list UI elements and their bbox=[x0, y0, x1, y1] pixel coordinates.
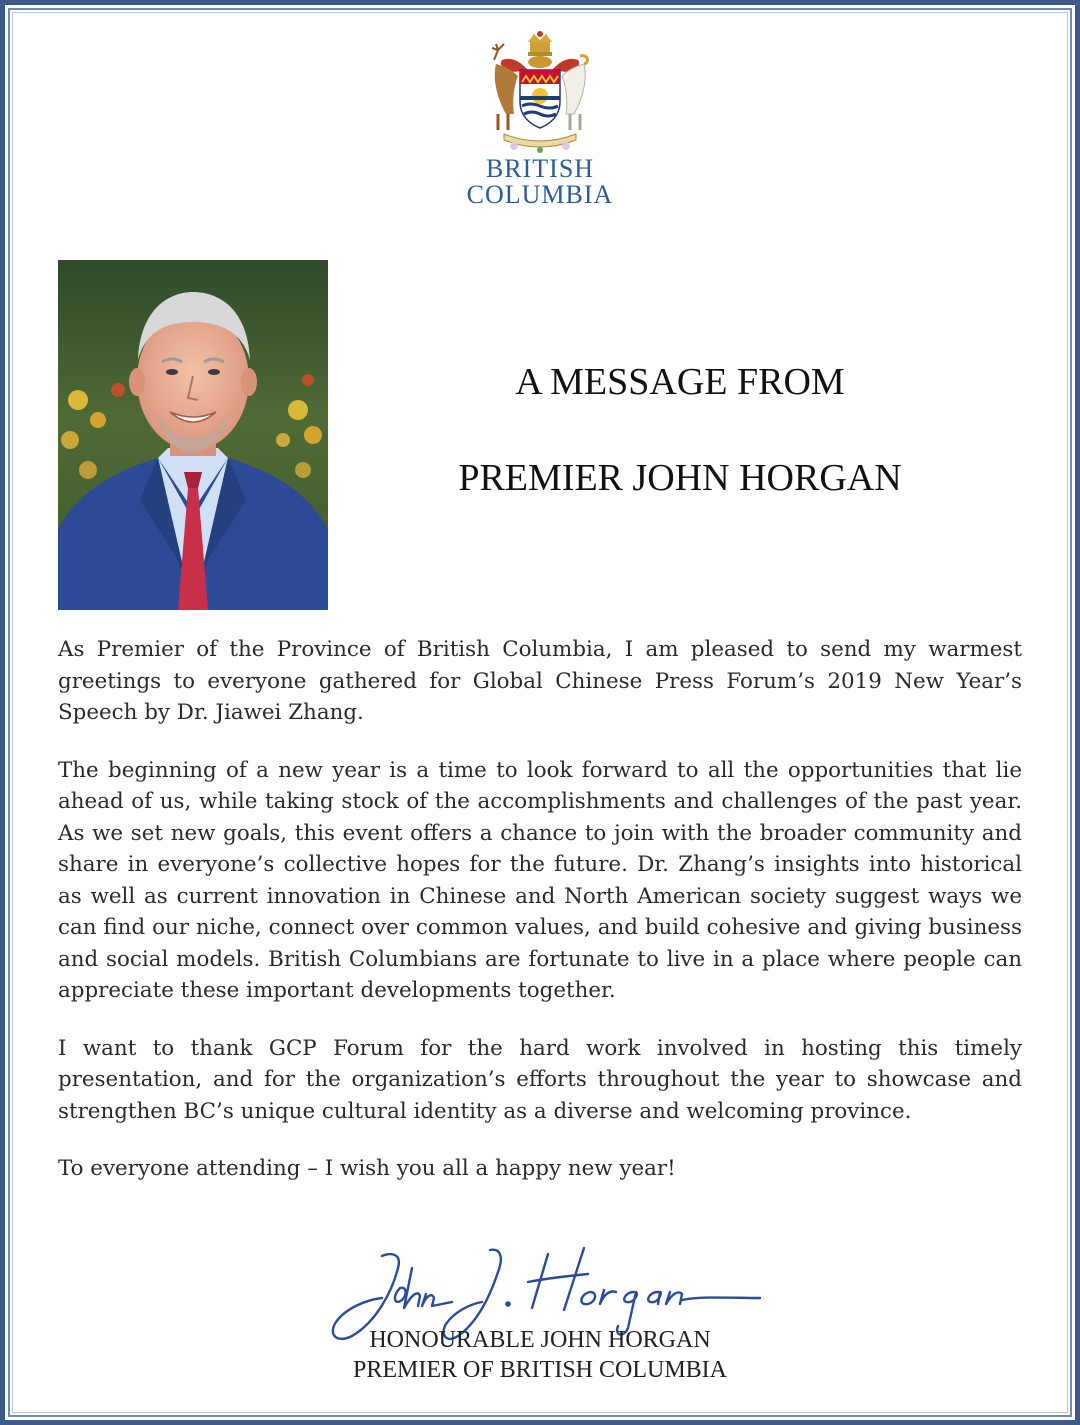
premier-portrait-photo bbox=[58, 260, 328, 610]
signatory-block bbox=[270, 1325, 810, 1385]
paragraph-new-year: The beginning of a new year is a time to look forward to all the opportunities that lie ahead of us, while taking stock of the accomplishments and challenges of the past year. As we set new goals, this event offers a chance to join with the broader community and share in everyone’s collective hopes for the future. Dr. Zhang’s insights into historical as well as current innovation in Chinese and North American society suggest ways we can find our niche, connect over common values, and build cohesive and giving business and social models. British Columbians are fortunate to live in a place where people can appreciate these important developments together. bbox=[58, 757, 1022, 1003]
signatory-name: HONOURABLE JOHN HORGAN bbox=[369, 1327, 711, 1353]
letter-body bbox=[58, 634, 1022, 1211]
paragraph-closing: To everyone attending – I wish you all a happy new year! bbox=[58, 1156, 676, 1181]
crown-icon bbox=[528, 31, 552, 56]
paragraph-thanks: I want to thank GCP Forum for the hard work involved in hosting this timely presentation, and for the organization’s efforts throughout the year to showcase and strengthen BC’s unique cultural identity as a diverse and welcoming province. bbox=[58, 1035, 1022, 1124]
heading-line2: PREMIER JOHN HORGAN bbox=[458, 457, 902, 499]
bc-coat-of-arms-icon bbox=[484, 30, 596, 155]
heading-line1: A MESSAGE FROM bbox=[515, 361, 845, 403]
paragraph-greeting: As Premier of the Province of British Columbia, I am pleased to send my warmest greetings to everyone gathered for Global Chinese Press Forum’s 2019 New Year’s Speech by Dr. Jiawei Zhang. bbox=[58, 637, 1022, 725]
signatory-title: PREMIER OF BRITISH COLUMBIA bbox=[352, 1357, 728, 1383]
wordmark-line2: COLUMBIA bbox=[466, 180, 614, 209]
wordmark-line1: BRITISH bbox=[485, 154, 595, 183]
british-columbia-wordmark bbox=[440, 156, 640, 208]
letter-heading bbox=[380, 360, 980, 500]
